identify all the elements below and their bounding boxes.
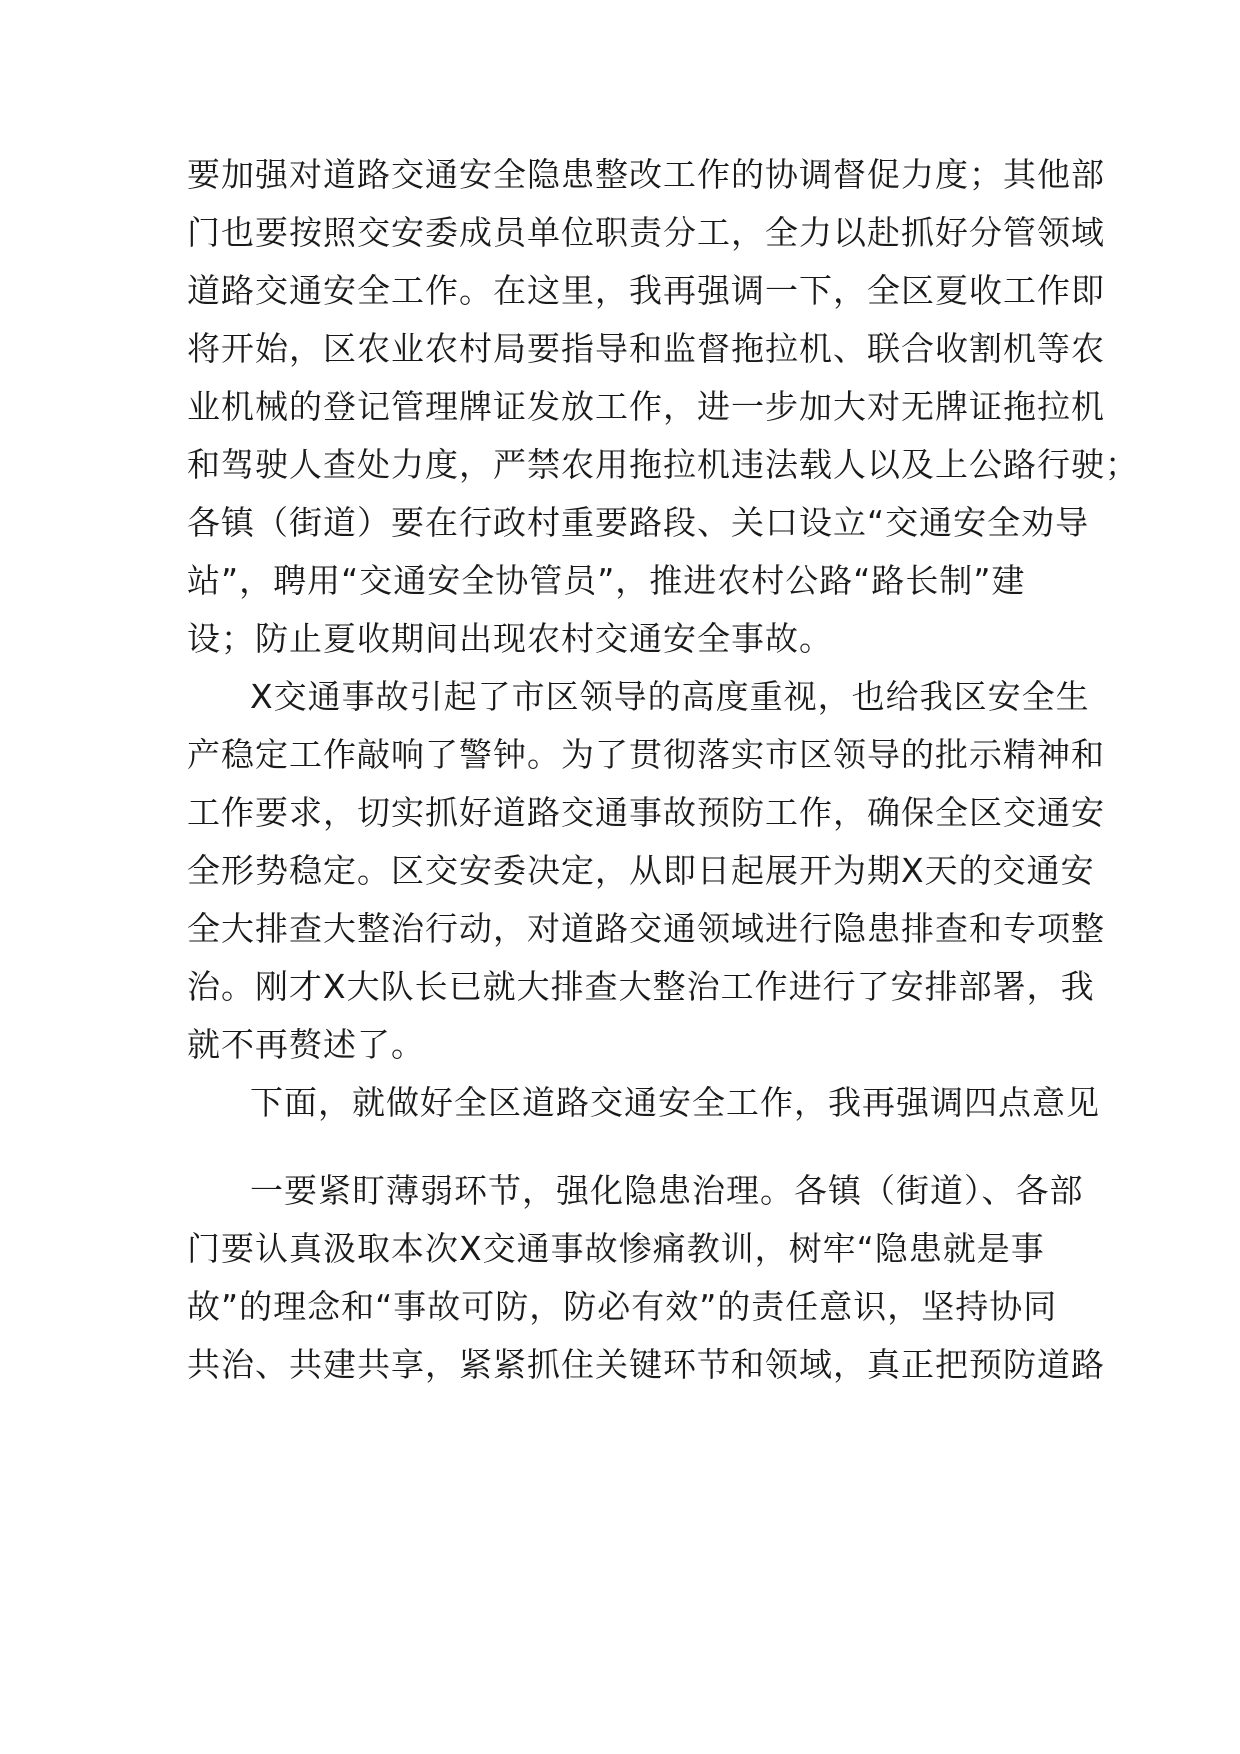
paragraph-1-line-8: 站”，聘用“交通安全协管员”，推进农村公路“路长制”建	[187, 561, 1026, 600]
paragraph-1-line-1: 要加强对道路交通安全隐患整改工作的协调督促力度；其他部	[187, 155, 1105, 194]
paragraph-2-line-1: X交通事故引起了市区领导的高度重视，也给我区安全生	[250, 677, 1090, 716]
paragraph-1-line-3: 道路交通安全工作。在这里，我再强调一下，全区夏收工作即	[187, 271, 1105, 310]
paragraph-1-line-9: 设；防止夏收期间出现农村交通安全事故。	[187, 619, 833, 658]
paragraph-2-line-2: 产稳定工作敲响了警钟。为了贯彻落实市区领导的批示精神和	[187, 735, 1105, 774]
paragraph-1-line-5: 业机械的登记管理牌证发放工作，进一步加大对无牌证拖拉机	[187, 387, 1105, 426]
paragraph-1-line-6: 和驾驶人查处力度，严禁农用拖拉机违法载人以及上公路行驶；	[187, 445, 1139, 484]
paragraph-4-line-2: 门要认真汲取本次X交通事故惨痛教训，树牢“隐患就是事	[187, 1229, 1045, 1268]
paragraph-3-line-1: 下面，就做好全区道路交通安全工作，我再强调四点意见	[250, 1083, 1100, 1122]
paragraph-2-line-7: 就不再赘述了。	[187, 1025, 425, 1064]
paragraph-1-line-2: 门也要按照交安委成员单位职责分工，全力以赴抓好分管领域	[187, 213, 1105, 252]
paragraph-2-line-5: 全大排查大整治行动，对道路交通领域进行隐患排查和专项整	[187, 909, 1105, 948]
paragraph-4-line-1: 一要紧盯薄弱环节，强化隐患治理。各镇（街道）、各部	[250, 1171, 1084, 1210]
paragraph-2-line-6: 治。刚才X大队长已就大排查大整治工作进行了安排部署，我	[187, 967, 1095, 1006]
paragraph-1-line-7: 各镇（街道）要在行政村重要路段、关口设立“交通安全劝导	[187, 503, 1090, 542]
paragraph-4-line-3: 故”的理念和“事故可防，防必有效”的责任意识，坚持协同	[187, 1287, 1058, 1326]
paragraph-4-line-4: 共治、共建共享，紧紧抓住关键环节和领域，真正把预防道路	[187, 1345, 1105, 1384]
paragraph-2-line-3: 工作要求，切实抓好道路交通事故预防工作，确保全区交通安	[187, 793, 1105, 832]
paragraph-1-line-4: 将开始，区农业农村局要指导和监督拖拉机、联合收割机等农	[187, 329, 1105, 368]
paragraph-2-line-4: 全形势稳定。区交安委决定，从即日起展开为期X天的交通安	[187, 851, 1095, 890]
